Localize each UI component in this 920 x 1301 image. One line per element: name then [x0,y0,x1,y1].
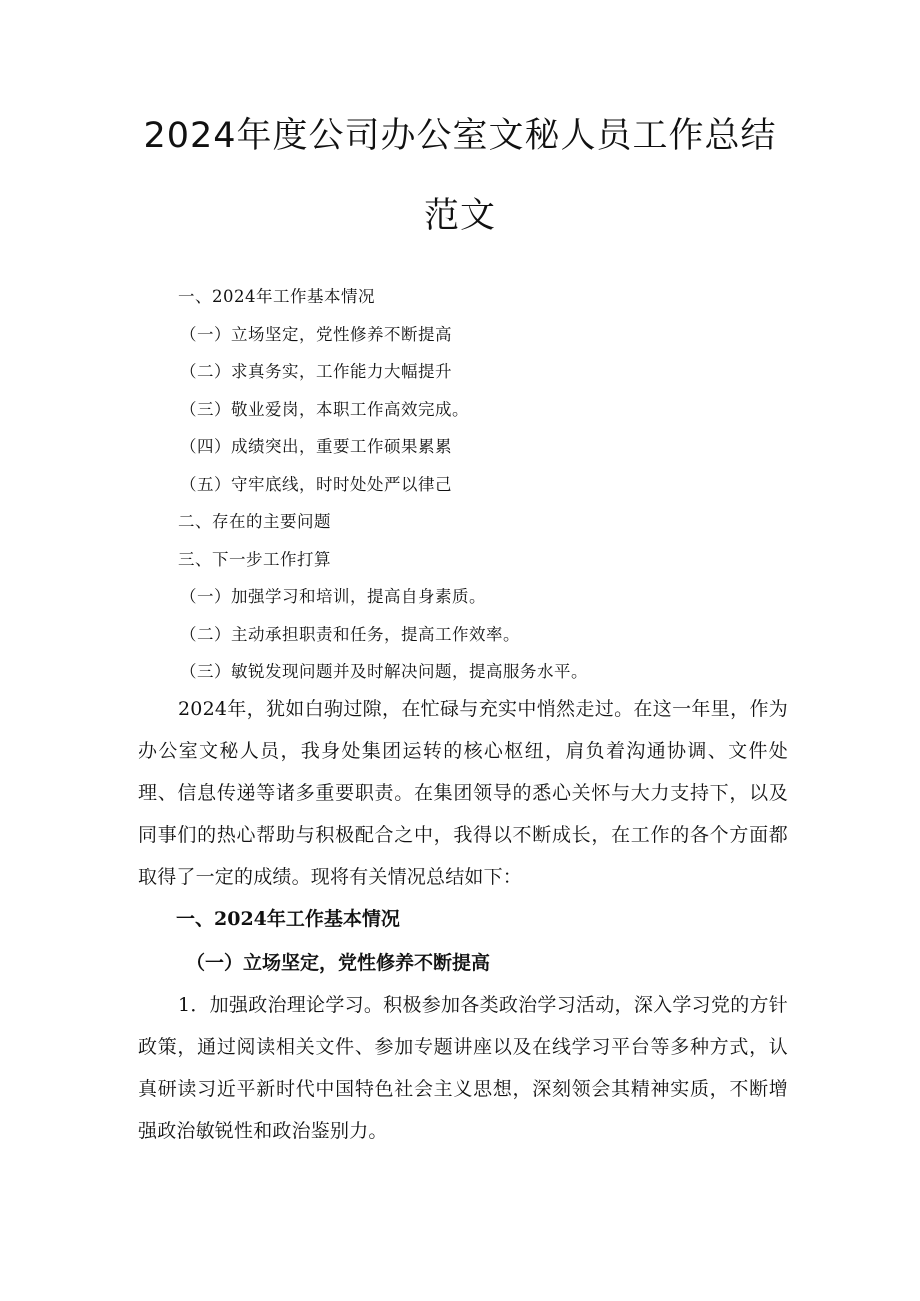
toc-item: 一、2024年工作基本情况 [178,287,375,306]
intro-paragraph: 2024年，犹如白驹过隙，在忙碌与充实中悄然走过。在这一年里，作为办公室文秘人员，我身处集团运转的核心枢纽，肩负着沟通协调、文件处理、信息传递等诸多重要职责。在集团领导的悉心关怀与大力支持下，以及同事们的热心帮助与积极配合之中，我得以不断成长，在工作的各个方面都取得了一定的成绩。现将有关情况总结如下： [138,698,788,888]
toc-item: （一）加强学习和培训，提高自身素质。 [180,587,486,606]
section-heading: 一、2024年工作基本情况 [176,908,400,930]
toc-item: 二、存在的主要问题 [178,512,331,531]
subsection-heading: （一）立场坚定，党性修养不断提高 [186,952,491,974]
toc-item: （二）主动承担职责和任务，提高工作效率。 [180,624,520,644]
toc-item: （一）立场坚定，党性修养不断提高 [180,324,452,344]
toc-item: （五）守牢底线，时时处处严以律己 [180,474,452,494]
toc-item: （四）成绩突出，重要工作硕果累累 [180,437,452,456]
toc-item: 三、下一步工作打算 [178,549,331,569]
toc-item: （三）敏锐发现问题并及时解决问题，提高服务水平。 [180,662,588,681]
document-title: 2024年度公司办公室文秘人员工作总结范文 [143,116,777,236]
table-of-contents [178,278,588,691]
toc-item: （三）敬业爱岗，本职工作高效完成。 [180,399,469,419]
toc-item: （二）求真务实，工作能力大幅提升 [180,362,452,381]
point-paragraph: 1．加强政治理论学习。积极参加各类政治学习活动，深入学习党的方针政策，通过阅读相关文件、参加专题讲座以及在线学习平台等多种方式，认真研读习近平新时代中国特色社会主义思想，深刻领会其精神实质，不断增强政治敏锐性和政治鉴别力。 [138,994,788,1142]
